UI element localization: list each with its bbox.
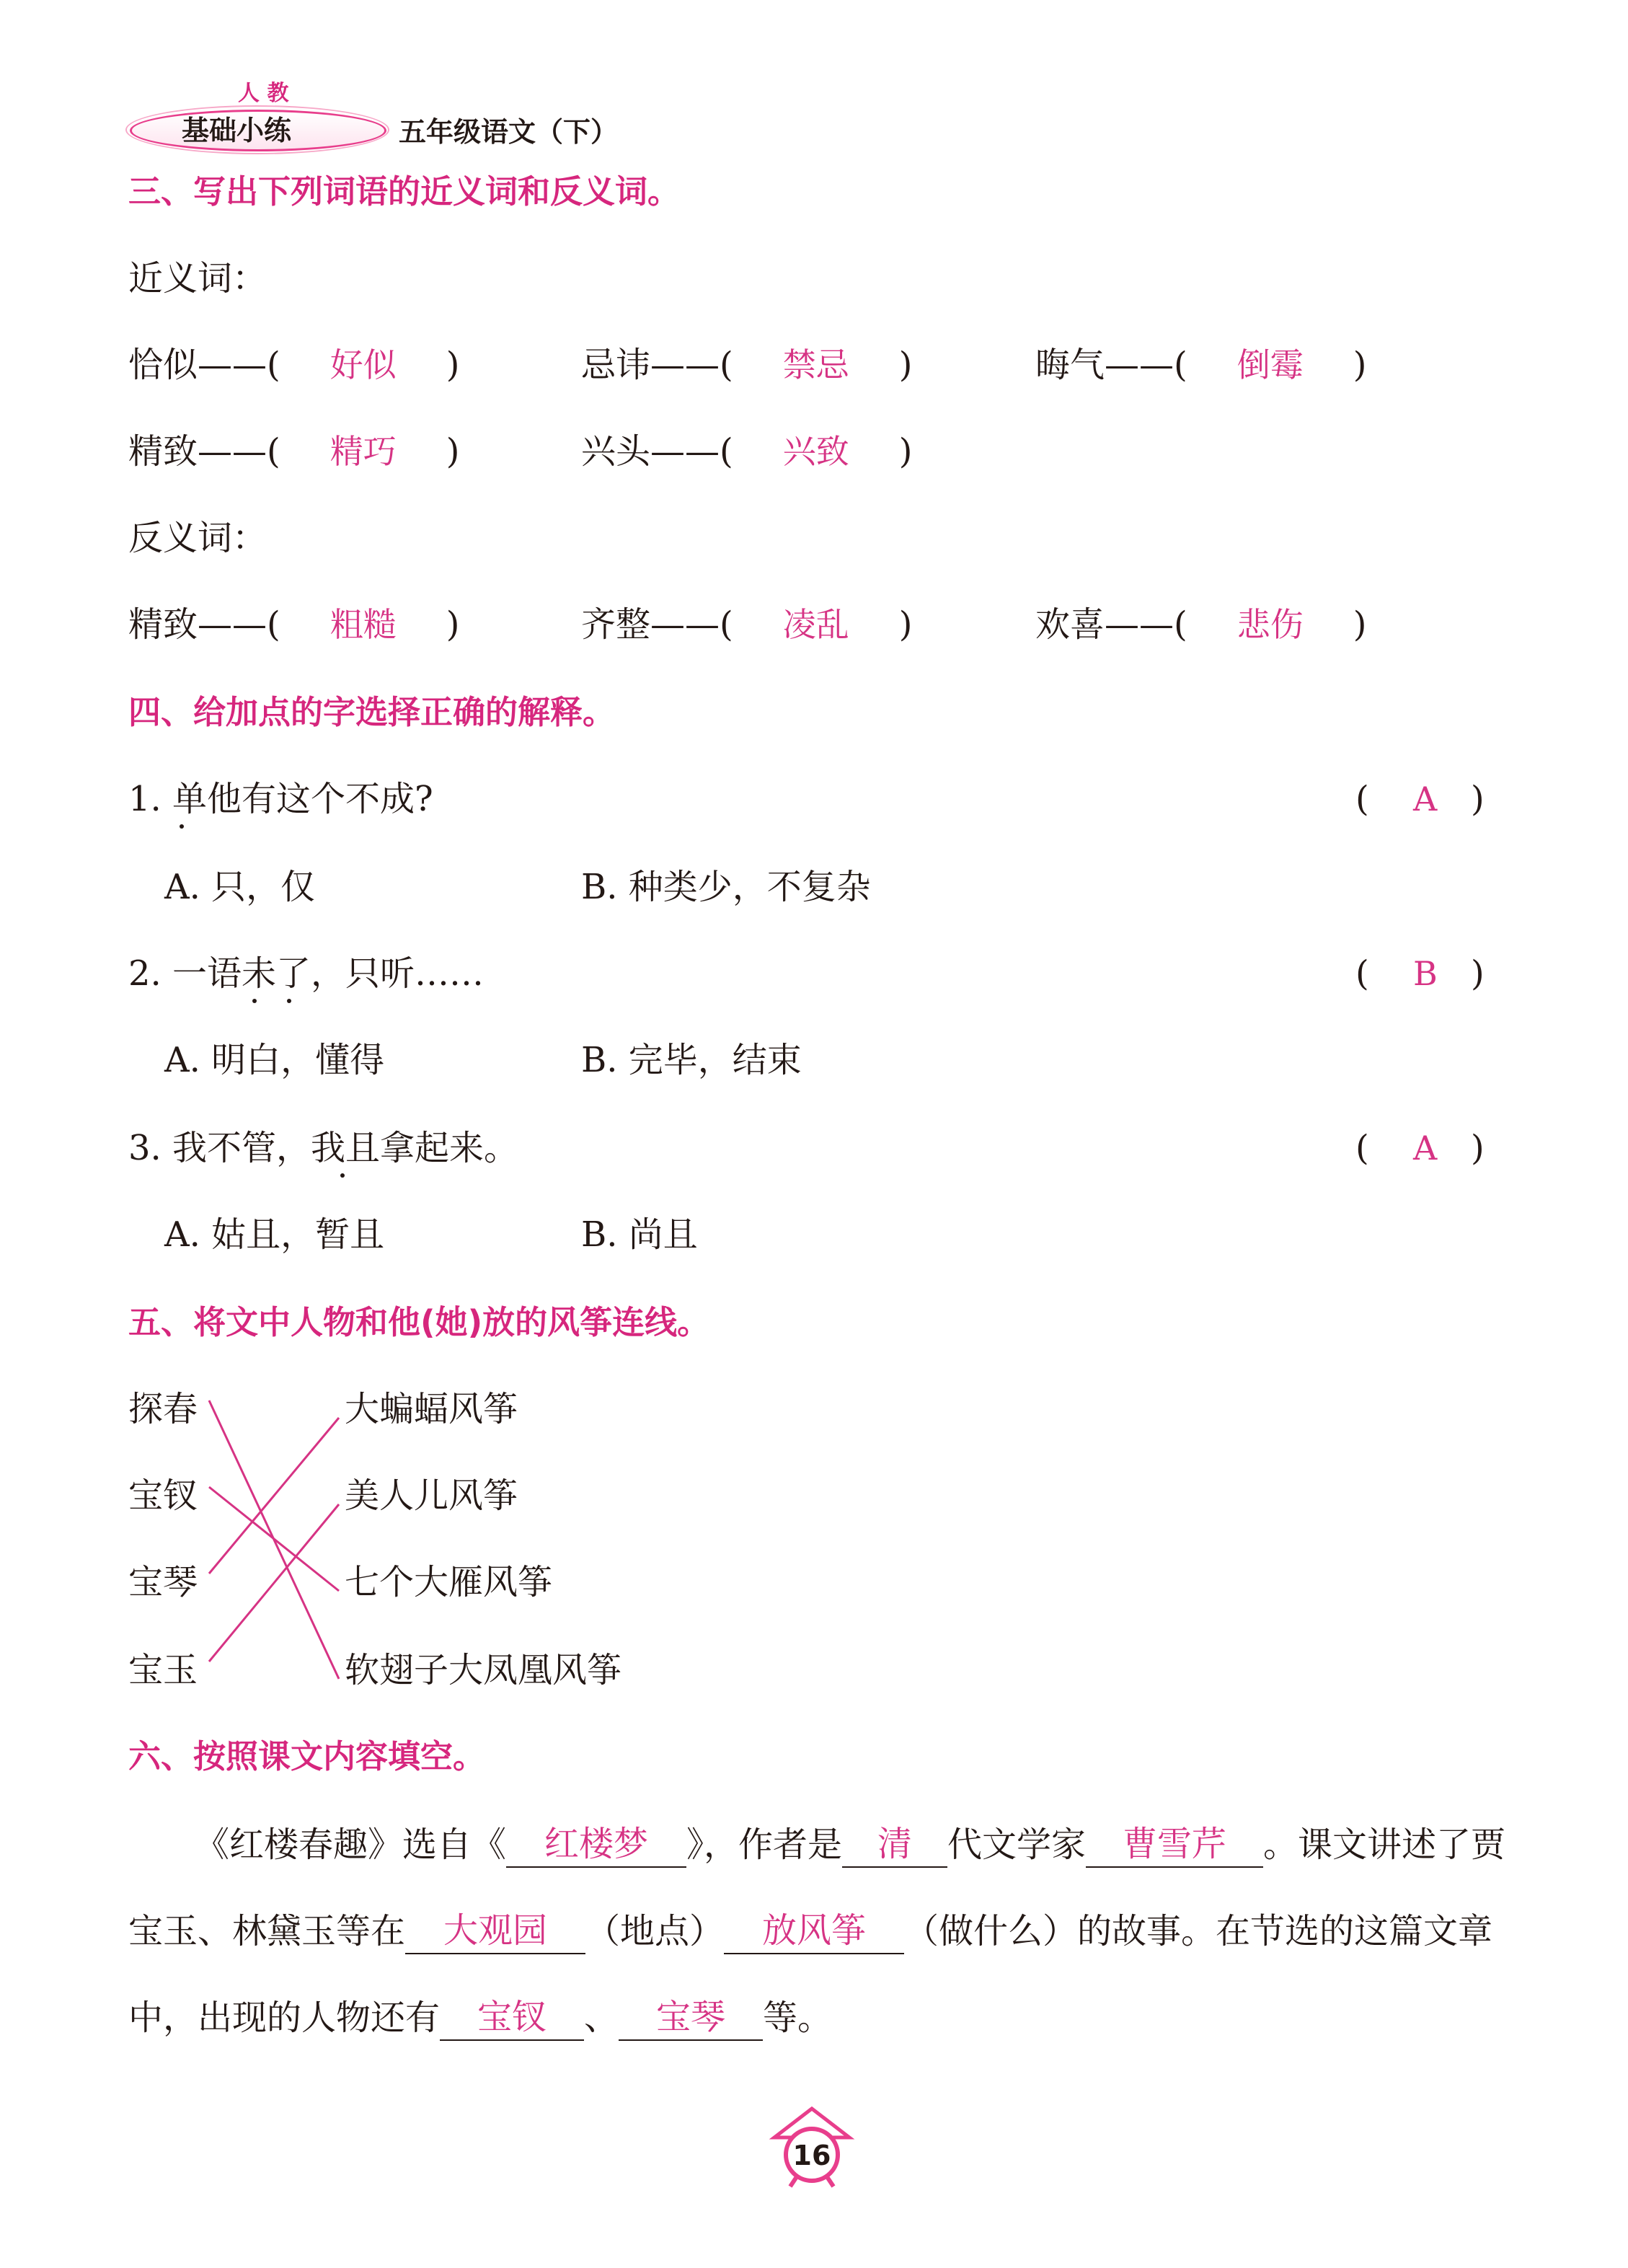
word: 恰似——(	[128, 345, 280, 385]
close-paren: )	[446, 345, 460, 385]
question-2: 2. 一语未了，只听……	[128, 953, 485, 994]
answer: 倒霉	[1237, 345, 1304, 384]
blank-answer: 放风筝	[762, 1910, 867, 1951]
blank	[619, 1996, 763, 2041]
match-line	[209, 1487, 339, 1591]
answer: A	[1413, 1129, 1438, 1168]
text: 代文学家	[947, 1824, 1087, 1865]
close-paren: )	[1471, 953, 1485, 994]
open-paren: (	[1355, 953, 1369, 994]
answer: B	[1413, 954, 1438, 993]
blank-answer: 清	[877, 1824, 913, 1864]
badge-foot	[828, 2178, 833, 2187]
word: 精致——(	[128, 604, 280, 645]
blank-answer: 宝琴	[656, 1997, 726, 2037]
blank	[440, 1996, 584, 2041]
close-paren: )	[898, 431, 913, 472]
kite: 大蝙蝠风筝	[345, 1389, 518, 1429]
text: 》，作者是	[686, 1824, 843, 1865]
section-4-title: 四、给加点的字选择正确的解释。	[128, 693, 616, 731]
blank-answer: 曹雪芹	[1123, 1824, 1227, 1864]
close-paren: )	[898, 345, 913, 385]
word: 晦气——(	[1035, 345, 1187, 385]
blank-answer: 红楼梦	[544, 1824, 649, 1864]
option-a: A. 只，仅	[164, 867, 316, 907]
blank	[506, 1823, 686, 1868]
section-6-title: 六、按照课文内容填空。	[128, 1737, 486, 1775]
answer: 兴致	[782, 432, 849, 471]
text: （做什么）的故事。在节选的这篇文章	[904, 1911, 1493, 1951]
page-number: 16	[792, 2140, 831, 2171]
text: 中，出现的人物还有	[128, 1998, 441, 2038]
option-a: A. 姑且，暂且	[164, 1214, 385, 1255]
blank	[405, 1910, 585, 1954]
question-3: 3. 我不管，我且拿起来。	[128, 1128, 519, 1168]
answer: 禁忌	[782, 345, 849, 384]
word: 兴头——(	[581, 431, 733, 472]
book-title: 五年级语文（下）	[399, 116, 619, 148]
series-publisher: 人 教	[238, 81, 289, 106]
word: 忌讳——(	[581, 345, 733, 385]
close-paren: )	[1471, 1128, 1485, 1168]
answer: 悲伤	[1237, 605, 1304, 644]
kite: 软翅子大凤凰风筝	[345, 1650, 622, 1690]
answer: 精巧	[329, 432, 397, 471]
question-1: 1. 单他有这个不成?	[128, 779, 433, 819]
close-paren: )	[446, 431, 460, 472]
section-3-title: 三、写出下列词语的近义词和反义词。	[128, 172, 681, 211]
open-paren: (	[1355, 1128, 1369, 1168]
fill-line-2	[128, 1910, 1492, 1954]
section-5-title: 五、将文中人物和他(她)放的风筝连线。	[128, 1303, 710, 1341]
kite: 七个大雁风筝	[345, 1562, 553, 1602]
fill-line-3	[128, 1996, 832, 2041]
fill-line-1	[195, 1823, 1505, 1868]
answer: 凌乱	[782, 605, 849, 644]
word: 齐整——(	[581, 604, 733, 645]
option-b: B. 尚且	[581, 1214, 698, 1255]
close-paren: )	[446, 604, 460, 645]
answer: 好似	[329, 345, 397, 384]
close-paren: )	[1353, 345, 1367, 385]
blank-answer: 宝钗	[477, 1997, 547, 2037]
blank	[842, 1823, 947, 1868]
person: 宝钗	[128, 1475, 198, 1516]
blank	[724, 1910, 904, 1954]
answer: A	[1413, 780, 1438, 818]
text: 宝玉、林黛玉等在	[128, 1911, 406, 1951]
close-paren: )	[1471, 779, 1485, 819]
blank	[1086, 1823, 1263, 1868]
kite: 美人儿风筝	[345, 1475, 518, 1516]
text: 、	[584, 1998, 619, 2038]
person: 宝玉	[128, 1650, 198, 1690]
text: 《红楼春趣》选自《	[195, 1824, 507, 1865]
word: 精致——(	[128, 431, 280, 472]
option-b: B. 完毕，结束	[581, 1040, 802, 1080]
series-name: 基础小练	[182, 115, 292, 146]
badge-foot	[790, 2178, 796, 2187]
text: 。课文讲述了贾	[1263, 1824, 1506, 1865]
close-paren: )	[1353, 604, 1367, 645]
text: 等。	[763, 1998, 833, 2038]
answer: 粗糙	[329, 605, 397, 644]
close-paren: )	[898, 604, 913, 645]
blank-answer: 大观园	[443, 1910, 548, 1951]
open-paren: (	[1355, 779, 1369, 819]
option-b: B. 种类少，不复杂	[581, 867, 871, 907]
option-a: A. 明白，懂得	[164, 1040, 385, 1080]
word: 欢喜——(	[1035, 604, 1187, 645]
synonym-label: 近义词：	[128, 258, 267, 299]
text: （地点）	[585, 1911, 725, 1951]
person: 探春	[128, 1389, 198, 1429]
person: 宝琴	[128, 1562, 198, 1602]
antonym-label: 反义词：	[128, 518, 267, 558]
